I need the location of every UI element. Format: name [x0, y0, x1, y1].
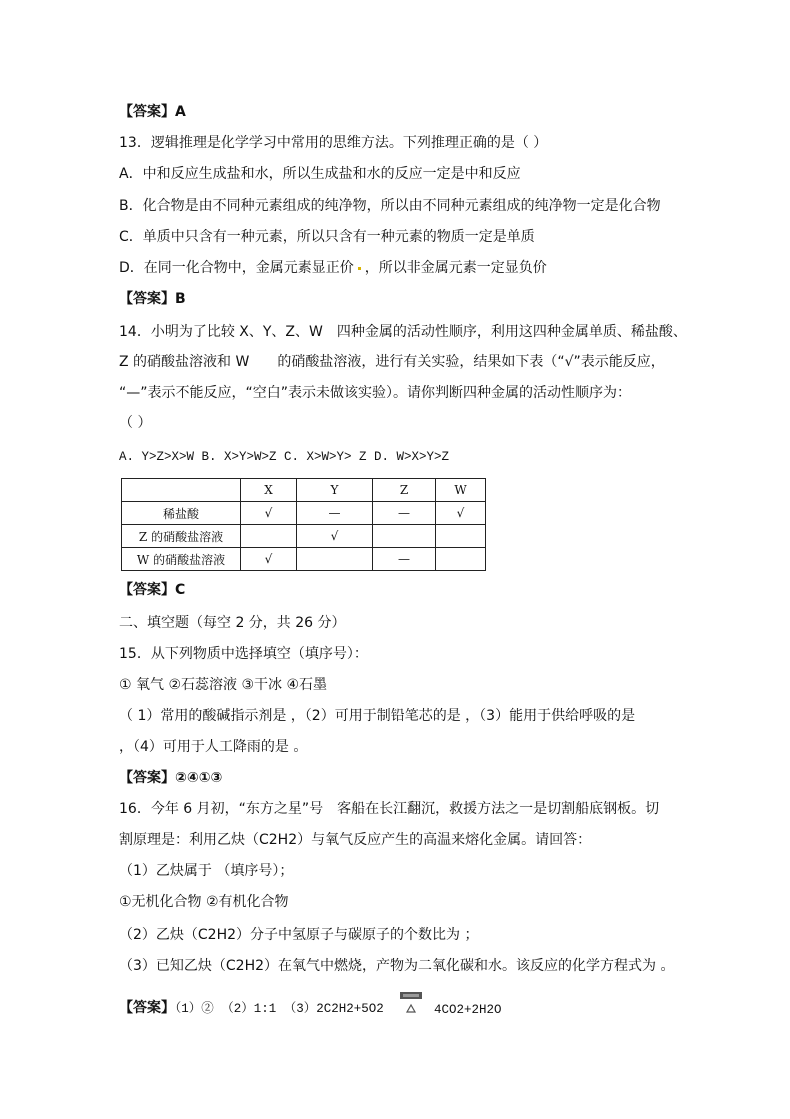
table-cell: X: [241, 479, 297, 502]
table-cell: [297, 548, 373, 571]
question-14-line-2: Z 的硝酸盐溶液和 W 的硝酸盐溶液，进行有关实验，结果如下表（“√”表示能反应，: [119, 354, 665, 370]
results-table: [121, 478, 486, 571]
table-row: [122, 502, 486, 525]
question-14-options: A. Y>Z>X>W B. X>Y>W>Z C. X>W>Y> Z D. W>X>Y>Z: [119, 450, 450, 464]
table-cell: 稀盐酸: [122, 502, 241, 525]
table-cell: Z 的硝酸盐溶液: [122, 525, 241, 548]
question-16-part-3: （3）已知乙炔（C2H2）在氧气中燃烧，产物为二氧化碳和水。该反应的化学方程式为 。: [119, 958, 675, 974]
table-header-row: [122, 479, 486, 502]
question-15-line-1: （ 1）常用的酸碱指示剂是 ，（2）可用于制铅笔芯的是 ，（3）能用于供给呼吸的是: [119, 708, 636, 724]
question-14-line-1: 14．小明为了比较 X、Y、Z、W 四种金属的活动性顺序，利用这四种金属单质、稀盐酸、: [119, 324, 687, 340]
answer-12: 【答案】A: [119, 104, 186, 120]
table-cell: —: [297, 502, 373, 525]
table-cell: √: [241, 502, 297, 525]
table-cell: [373, 525, 436, 548]
stray-mark-icon: [358, 267, 361, 270]
table-row: [122, 548, 486, 571]
question-16-part-1: （1）乙炔属于 （填序号）；: [119, 863, 294, 879]
table-cell: Z: [373, 479, 436, 502]
question-15-items: ① 氧气 ②石蕊溶液 ③干冰 ④石墨: [119, 677, 328, 693]
question-13-option-c: C．单质中只含有一种元素，所以只含有一种元素的物质一定是单质: [119, 229, 535, 245]
answer-16: 【答案】（1）② （2）1:1 （3）2C2H2+5O2: [119, 1000, 384, 1016]
question-13-option-d: D．在同一化合物中，金属元素显正价 ，所以非金属元素一定显负价: [119, 260, 547, 276]
question-16-part-2: （2）乙炔（C2H2）分子中氢原子与碳原子的个数比为 ；: [119, 927, 479, 943]
table-cell: √: [241, 548, 297, 571]
answer-13: 【答案】B: [119, 291, 186, 307]
question-15-line-2: ，（4）可用于人工降雨的是 。: [119, 739, 308, 755]
table-cell: [436, 548, 486, 571]
table-cell: —: [373, 548, 436, 571]
answer-15: 【答案】②④①③: [119, 770, 223, 786]
table-row: [122, 525, 486, 548]
question-16-part-1-options: ①无机化合物 ②有机化合物: [119, 894, 289, 910]
table-cell: W: [436, 479, 486, 502]
question-15: 15．从下列物质中选择填空（填序号）：: [119, 646, 368, 662]
table-cell: [436, 525, 486, 548]
question-13: 13．逻辑推理是化学学习中常用的思维方法。下列推理正确的是（ ）: [119, 135, 548, 151]
answer-14: 【答案】C: [119, 582, 186, 598]
table-cell: Y: [297, 479, 373, 502]
question-14-line-3: “—”表示不能反应，“空白”表示未做该实验）。请你判断四种金属的活动性顺序为：: [119, 385, 632, 401]
question-13-option-a: A．中和反应生成盐和水，所以生成盐和水的反应一定是中和反应: [119, 166, 521, 182]
question-13-option-b: B．化合物是由不同种元素组成的纯净物，所以由不同种元素组成的纯净物一定是化合物: [119, 198, 661, 214]
table-cell: W 的硝酸盐溶液: [122, 548, 241, 571]
question-16-line-1: 16．今年 6 月初，“东方之星”号 客船在长江翻沉，救援方法之一是切割船底钢板。切: [119, 801, 660, 817]
table-cell: [241, 525, 297, 548]
answer-16-products: 4CO2+2H2O: [434, 1003, 502, 1017]
table-cell: —: [373, 502, 436, 525]
ignite-condition-icon: [398, 990, 424, 1014]
question-16-line-2: 割原理是：利用乙炔（C2H2）与氧气反应产生的高温来熔化金属。请回答：: [119, 832, 592, 848]
table-cell: [122, 479, 241, 502]
question-14-line-4: （ ）: [119, 415, 152, 431]
table-cell: √: [436, 502, 486, 525]
section-2-heading: 二、填空题（每空 2 分，共 26 分）: [119, 615, 346, 631]
table-cell: √: [297, 525, 373, 548]
